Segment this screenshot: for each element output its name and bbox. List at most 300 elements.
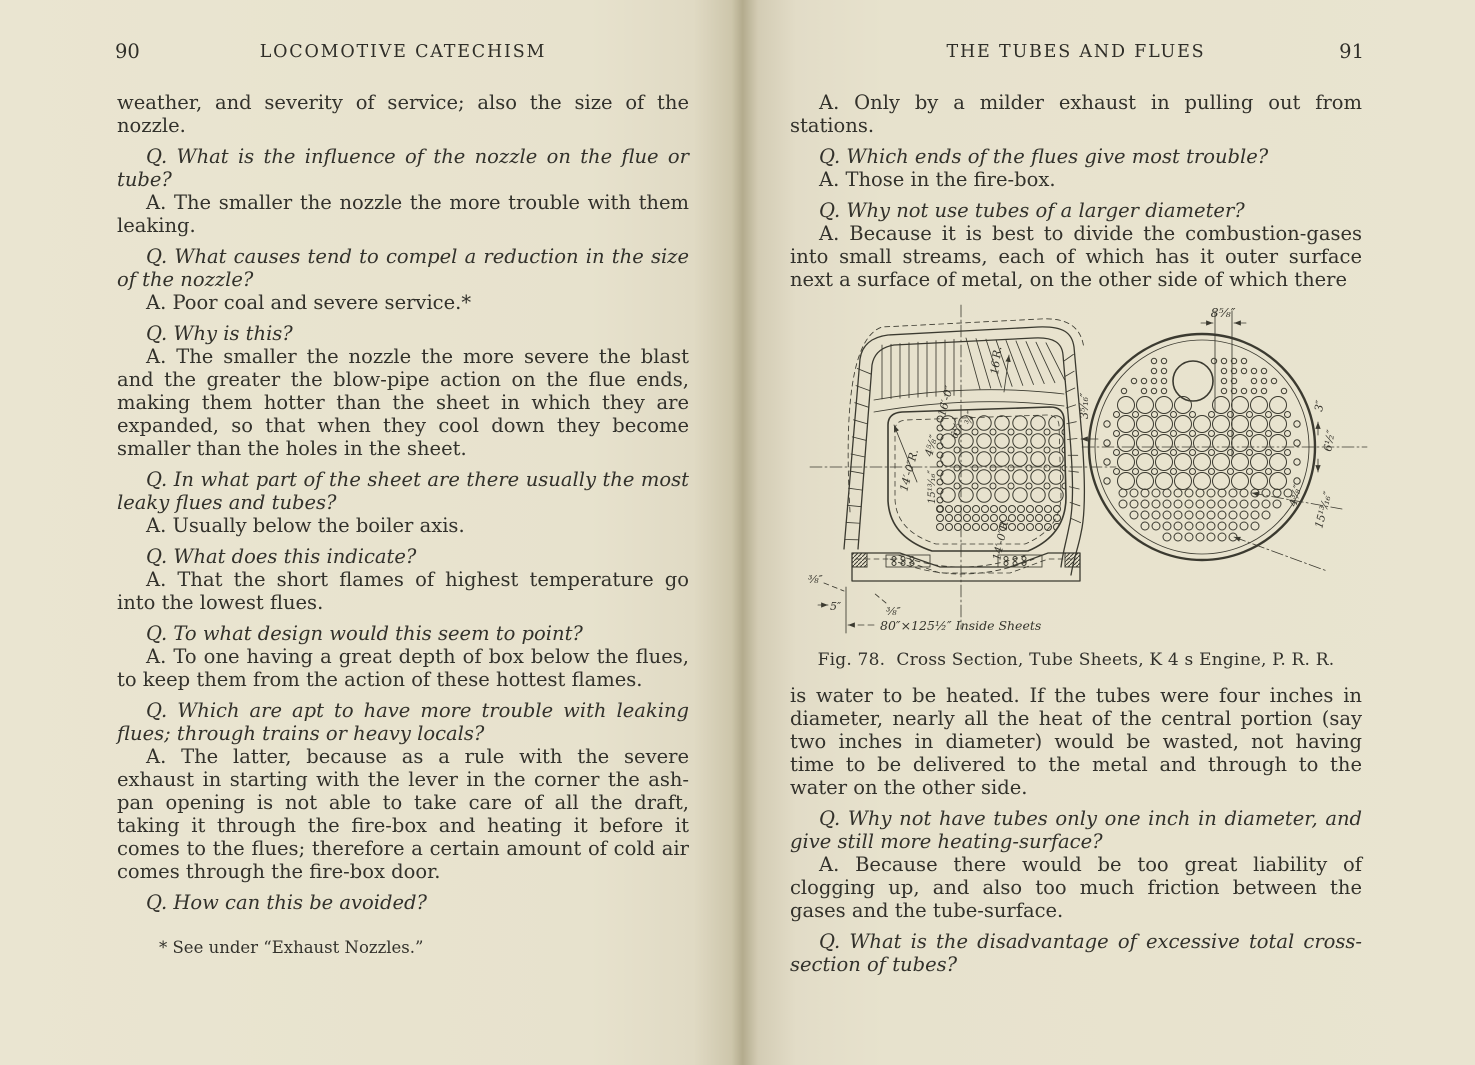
paragraph-answer: A. Usually below the boiler axis. <box>146 514 465 537</box>
paragraph-question: Q. What is the disadvantage of excessive total cross-section of tubes? <box>790 930 1362 976</box>
tube-hole <box>1000 506 1007 513</box>
flue-hole <box>977 416 991 430</box>
flue-hole <box>1013 452 1027 466</box>
paragraph-question: Q. What causes tend to compel a reduction in the size of the nozzle? <box>117 245 689 291</box>
flue-hole <box>1232 473 1249 490</box>
tube-hole <box>990 483 996 489</box>
tube-hole <box>1027 515 1034 522</box>
flue-hole <box>1251 416 1268 433</box>
dim-label: ⅜″ <box>886 605 901 618</box>
flue-hole <box>1013 416 1027 430</box>
tube-hole <box>1141 511 1149 519</box>
flue-hole <box>1175 416 1192 433</box>
tube-hole <box>1152 431 1158 437</box>
flue-hole <box>1137 416 1154 433</box>
tube-hole <box>946 524 953 531</box>
dim-label: ¾″ <box>963 409 978 426</box>
tube-hole <box>1247 450 1253 456</box>
tube-hole <box>1104 478 1110 484</box>
tube-hole <box>1207 511 1215 519</box>
flue-hole <box>1194 416 1211 433</box>
paragraph-answer: A. The smaller the nozzle the more severe the blast and the greater the blow-pipe action on the flue ends, making them hotter than the sheet in which they are expanded, so that when they cool down they become smaller than the holes in the sheet. <box>117 345 689 460</box>
tube-hole <box>1229 500 1237 508</box>
tube-hole <box>1273 500 1281 508</box>
leader <box>1234 537 1327 571</box>
tube-hole <box>1218 489 1226 497</box>
tube-hole <box>1008 465 1014 471</box>
tube-hole <box>1221 368 1226 373</box>
paragraph-question: Q. To what design would this seem to point? <box>146 622 583 645</box>
tube-hole <box>982 524 989 531</box>
rivet <box>1004 562 1008 566</box>
tube-hole <box>937 524 944 531</box>
flue-hole <box>1251 435 1268 452</box>
flue-hole <box>1031 470 1045 484</box>
flue-hole <box>1270 416 1287 433</box>
tube-hole <box>1209 469 1215 475</box>
leader <box>824 583 844 591</box>
tube-hole <box>1008 429 1014 435</box>
tube-hole <box>1228 450 1234 456</box>
large-opening <box>1173 361 1213 401</box>
tube-holes-face <box>1104 358 1300 541</box>
flue-hole <box>995 452 1009 466</box>
dim-label: 15¹³⁄₁₆″ <box>927 469 938 504</box>
hatch-line <box>1069 471 1079 472</box>
tube-hole <box>937 425 943 431</box>
tube-hole <box>1185 511 1193 519</box>
tube-hole <box>1018 515 1025 522</box>
tube-hole <box>1036 515 1043 522</box>
tube-hole <box>1141 388 1146 393</box>
tube-hole <box>1251 368 1256 373</box>
tube-hole <box>1114 412 1120 418</box>
right-running-header <box>790 42 1362 62</box>
stay-line <box>1036 342 1055 383</box>
tube-hole <box>1196 522 1204 530</box>
tube-hole <box>1185 533 1193 541</box>
paragraph-continuation: weather, and severity of service; also the size of the nozzle. <box>117 91 689 137</box>
tube-hole <box>1130 511 1138 519</box>
tube-hole <box>1174 489 1182 497</box>
hatch-line <box>1066 388 1075 392</box>
dim-label: 15¹³⁄₁₆″ <box>1312 490 1335 530</box>
tube-hole <box>972 483 978 489</box>
flue-hole <box>1213 435 1230 452</box>
tube-hole <box>1119 500 1127 508</box>
flue-hole <box>1118 473 1135 490</box>
dim-label: 14′-0″R. <box>990 516 1012 562</box>
flue-hole <box>1049 434 1063 448</box>
tube-hole <box>1152 522 1160 530</box>
paragraph-question: Q. What is the influence of the nozzle on the flue or tube? <box>117 145 689 191</box>
tube-hole <box>1273 489 1281 497</box>
tube-hole <box>982 515 989 522</box>
flue-hole <box>1194 454 1211 471</box>
tube-hole <box>972 429 978 435</box>
stay-line <box>1026 342 1044 384</box>
tube-hole <box>1241 388 1246 393</box>
page-right <box>790 42 1362 976</box>
flue-hole <box>1251 454 1268 471</box>
tube-hole <box>1171 450 1177 456</box>
tube-hole <box>1141 489 1149 497</box>
tube-hole <box>1008 447 1014 453</box>
tube-hole <box>1161 358 1166 363</box>
dim-label: 4⅝″ <box>922 433 941 458</box>
tube-hole <box>1285 469 1291 475</box>
tube-hole <box>973 524 980 531</box>
tube-hole <box>1044 429 1050 435</box>
flue-hole <box>1175 435 1192 452</box>
tube-hole <box>1018 524 1025 531</box>
paragraph-question: Q. What does this indicate? <box>146 545 417 568</box>
tube-hole <box>1152 412 1158 418</box>
tube-hole <box>954 483 960 489</box>
tube-hole <box>1141 378 1146 383</box>
tube-hole <box>1152 500 1160 508</box>
tube-hole <box>1271 378 1276 383</box>
tube-hole <box>1190 431 1196 437</box>
tube-hole <box>1133 412 1139 418</box>
stay-line <box>1046 343 1066 382</box>
flue-hole <box>1013 470 1027 484</box>
tube-hole <box>1266 450 1272 456</box>
tube-hole <box>1196 489 1204 497</box>
tube-hole <box>1211 358 1216 363</box>
flue-hole <box>977 452 991 466</box>
tube-hole <box>1151 358 1156 363</box>
tube-hole <box>1174 533 1182 541</box>
crown-sheet-line <box>874 390 1064 400</box>
tube-hole <box>1161 378 1166 383</box>
tube-hole <box>1008 483 1014 489</box>
right-page-number: 91 <box>1339 40 1364 63</box>
tube-hole <box>1163 522 1171 530</box>
flue-hole <box>1213 416 1230 433</box>
tube-hole <box>1218 500 1226 508</box>
dim-label: 16′R. <box>988 345 1005 376</box>
tube-hole <box>1207 489 1215 497</box>
tube-hole <box>1229 511 1237 519</box>
tube-hole <box>1174 511 1182 519</box>
tube-hole <box>1026 483 1032 489</box>
paragraph-answer: A. That the short flames of highest temperature go into the lowest flues. <box>117 568 689 614</box>
dim-label: 5″ <box>830 600 842 613</box>
flue-hole <box>995 470 1009 484</box>
flue-hole <box>1013 488 1027 502</box>
tube-hole <box>1247 431 1253 437</box>
paragraph-answer: A. Only by a milder exhaust in pulling out from stations. <box>790 91 1362 137</box>
flue-hole <box>1194 435 1211 452</box>
tube-hole <box>1018 506 1025 513</box>
tube-hole <box>1141 522 1149 530</box>
tube-hole <box>1209 450 1215 456</box>
tube-hole <box>991 506 998 513</box>
tube-hole <box>1209 412 1215 418</box>
flue-hole <box>1270 473 1287 490</box>
tube-hole <box>937 461 943 467</box>
tube-hole <box>1171 412 1177 418</box>
tube-hole <box>1026 429 1032 435</box>
tube-hole <box>1163 489 1171 497</box>
tube-hole <box>1285 450 1291 456</box>
hatch-line <box>848 488 862 490</box>
leader <box>874 593 886 603</box>
tube-hole <box>1114 450 1120 456</box>
hatched-block <box>852 553 867 567</box>
flue-hole <box>1213 454 1230 471</box>
hatch-line <box>851 454 865 457</box>
tube-hole <box>1121 388 1126 393</box>
flue-hole <box>1118 435 1135 452</box>
paragraph-question: Q. How can this be avoided? <box>146 891 427 914</box>
hatch-line <box>1068 439 1078 440</box>
dim-label: 6½″ <box>949 417 966 440</box>
tube-hole <box>1130 500 1138 508</box>
tube-hole <box>1130 489 1138 497</box>
tube-hole <box>1026 465 1032 471</box>
rivet <box>1022 557 1026 561</box>
paragraph-answer: A. Because it is best to divide the combustion-gases into small streams, each of which has it outer surface next a surface of metal, on the other side of which there <box>790 222 1362 291</box>
tube-hole <box>1251 378 1256 383</box>
flue-hole <box>1137 435 1154 452</box>
dim-label: 4⅜″ <box>1286 483 1305 508</box>
tube-hole <box>1133 469 1139 475</box>
tube-hole <box>1240 500 1248 508</box>
tube-hole <box>1036 524 1043 531</box>
tube-hole <box>1104 421 1110 427</box>
tube-hole <box>1044 465 1050 471</box>
tube-hole <box>1251 522 1259 530</box>
radius-arrow <box>1004 355 1009 392</box>
paragraph-question: Q. Which ends of the flues give most trouble? <box>819 145 1269 168</box>
flue-hole <box>1194 473 1211 490</box>
tube-hole <box>954 465 960 471</box>
tube-hole <box>1218 522 1226 530</box>
tube-hole <box>1185 489 1193 497</box>
hatch-line <box>1064 354 1073 360</box>
tube-hole <box>1152 469 1158 475</box>
dim-label: 16′-0″ <box>935 384 957 418</box>
tube-hole <box>1152 511 1160 519</box>
flue-hole <box>1031 434 1045 448</box>
flue-hole <box>1156 473 1173 490</box>
flue-hole <box>1270 397 1287 414</box>
tube-hole <box>1247 412 1253 418</box>
flue-hole <box>1156 397 1173 414</box>
dim-label: 14′-0″R. <box>897 447 922 493</box>
flue-hole <box>1251 397 1268 414</box>
tube-hole <box>937 506 944 513</box>
hatch-line <box>1065 371 1074 376</box>
tube-hole <box>1207 522 1215 530</box>
paragraph-answer: A. Because there would be too great liability of clogging up, and also too much friction between the gases and the tube-surface. <box>790 853 1362 922</box>
tube-hole <box>1261 378 1266 383</box>
hatch-line <box>847 505 861 506</box>
tube-hole <box>1247 469 1253 475</box>
tube-hole <box>1044 447 1050 453</box>
tube-hole <box>1285 431 1291 437</box>
tube-hole <box>1251 511 1259 519</box>
tube-hole <box>946 506 953 513</box>
tube-hole <box>955 515 962 522</box>
flue-hole <box>1232 435 1249 452</box>
tube-hole <box>1229 489 1237 497</box>
tube-hole <box>955 524 962 531</box>
tube-hole <box>1228 469 1234 475</box>
tube-sheet-circle <box>1082 305 1367 571</box>
flue-hole <box>1156 435 1173 452</box>
tube-hole <box>1026 447 1032 453</box>
right-page-body-bottom <box>790 684 1362 976</box>
tube-hole <box>1266 469 1272 475</box>
tube-hole <box>1229 522 1237 530</box>
tube-hole <box>1228 412 1234 418</box>
tube-hole <box>1261 368 1266 373</box>
tube-hole <box>990 429 996 435</box>
flue-hole <box>1118 454 1135 471</box>
tube-hole <box>1285 412 1291 418</box>
paragraph-question: Q. Why is this? <box>146 322 293 345</box>
tube-hole <box>1151 388 1156 393</box>
tube-hole <box>954 447 960 453</box>
tube-hole <box>1114 431 1120 437</box>
tube-hole <box>991 515 998 522</box>
flue-hole <box>1137 454 1154 471</box>
figure-78-diagram <box>782 297 1392 642</box>
tube-hole <box>990 465 996 471</box>
tube-hole <box>1218 533 1226 541</box>
paragraph-question: Q. In what part of the sheet are there usually the most leaky flues and tubes? <box>117 468 689 514</box>
tube-hole <box>937 515 944 522</box>
tube-hole <box>1133 431 1139 437</box>
tube-hole <box>1133 450 1139 456</box>
flue-hole <box>1175 454 1192 471</box>
flue-hole <box>1137 473 1154 490</box>
tube-hole <box>1163 500 1171 508</box>
tube-hole <box>1044 483 1050 489</box>
tube-hole <box>1190 450 1196 456</box>
flue-hole <box>1232 397 1249 414</box>
flue-hole <box>1118 397 1135 414</box>
tube-hole <box>946 515 953 522</box>
dim-label: 3⁵⁄₁₆″ <box>1078 392 1091 419</box>
tube-hole <box>1009 506 1016 513</box>
tube-hole <box>1185 522 1193 530</box>
paragraph-question: Q. Which are apt to have more trouble with leaking flues; through trains or heavy locals? <box>117 699 689 745</box>
flue-hole <box>1251 473 1268 490</box>
tube-hole <box>1045 515 1052 522</box>
hatched-block <box>1065 553 1080 567</box>
paragraph-answer: A. The smaller the nozzle the more trouble with them leaking. <box>117 191 689 237</box>
tube-hole <box>1104 440 1110 446</box>
left-running-header <box>117 42 689 62</box>
tube-hole <box>1262 511 1270 519</box>
tube-hole <box>1196 511 1204 519</box>
tube-hole <box>1151 378 1156 383</box>
tube-hole <box>1294 421 1300 427</box>
tube-hole <box>1221 358 1226 363</box>
flue-hole <box>995 488 1009 502</box>
flue-hole <box>1270 435 1287 452</box>
firebox-cross-section <box>808 305 1116 633</box>
tube-hole <box>1221 378 1226 383</box>
flue-hole <box>1156 416 1173 433</box>
right-header-title: THE TUBES AND FLUES <box>946 42 1206 62</box>
tube-hole <box>972 465 978 471</box>
tube-hole <box>1027 506 1034 513</box>
flue-hole <box>995 434 1009 448</box>
flue-hole <box>1118 416 1135 433</box>
tube-hole <box>1131 378 1136 383</box>
tube-hole <box>1190 469 1196 475</box>
tube-hole <box>1261 388 1266 393</box>
tube-hole <box>1045 506 1052 513</box>
tube-hole <box>1241 368 1246 373</box>
tube-hole <box>990 447 996 453</box>
tube-hole <box>964 506 971 513</box>
tube-hole <box>1207 500 1215 508</box>
rivet <box>892 557 896 561</box>
tube-hole <box>1174 500 1182 508</box>
flue-hole <box>1137 397 1154 414</box>
flue-hole <box>977 434 991 448</box>
tube-hole <box>1196 500 1204 508</box>
tube-hole <box>973 515 980 522</box>
footnote: * See under “Exhaust Nozzles.” <box>159 938 424 957</box>
flue-hole <box>1156 454 1173 471</box>
tube-hole <box>1171 469 1177 475</box>
tube-hole <box>1281 388 1286 393</box>
paragraph-continuation: is water to be heated. If the tubes were four inches in diameter, nearly all the heat of the central portion (say two inches in diameter) would be wasted, not having time to be delivered to the metal and through to the water on the other side. <box>790 684 1362 799</box>
figure-caption: Fig. 78. Cross Section, Tube Sheets, K 4 s Engine, P. R. R. <box>817 650 1335 670</box>
rivet <box>1004 557 1008 561</box>
hatch-line <box>850 471 864 473</box>
flue-hole <box>995 416 1009 430</box>
paragraph-answer: A. To one having a great depth of box below the flues, to keep them from the action of these hottest flames. <box>117 645 689 691</box>
tube-hole <box>1174 522 1182 530</box>
tube-hole <box>1190 412 1196 418</box>
flue-hole <box>1049 452 1063 466</box>
hatch-line <box>854 420 868 424</box>
tube-hole <box>1240 522 1248 530</box>
dim-label: 3″ <box>1312 399 1327 413</box>
tube-hole <box>1141 500 1149 508</box>
tube-hole <box>1196 533 1204 541</box>
flue-hole <box>1270 454 1287 471</box>
tube-hole <box>972 447 978 453</box>
tube-hole <box>1294 478 1300 484</box>
tube-hole <box>1251 500 1259 508</box>
flue-hole <box>1013 434 1027 448</box>
tube-hole <box>1119 489 1127 497</box>
tube-hole <box>1027 524 1034 531</box>
rivet <box>892 562 896 566</box>
tube-hole <box>964 524 971 531</box>
flue-hole <box>1175 473 1192 490</box>
stay-line <box>1006 340 1023 385</box>
mud-ring-dashed <box>856 559 1076 573</box>
tube-hole <box>1163 533 1171 541</box>
tube-hole <box>937 506 943 512</box>
tube-hole <box>1262 500 1270 508</box>
tube-hole <box>1240 511 1248 519</box>
tube-hole <box>1221 388 1226 393</box>
tube-hole <box>1104 459 1110 465</box>
hatch-line <box>1071 518 1081 522</box>
tube-hole <box>1294 440 1300 446</box>
